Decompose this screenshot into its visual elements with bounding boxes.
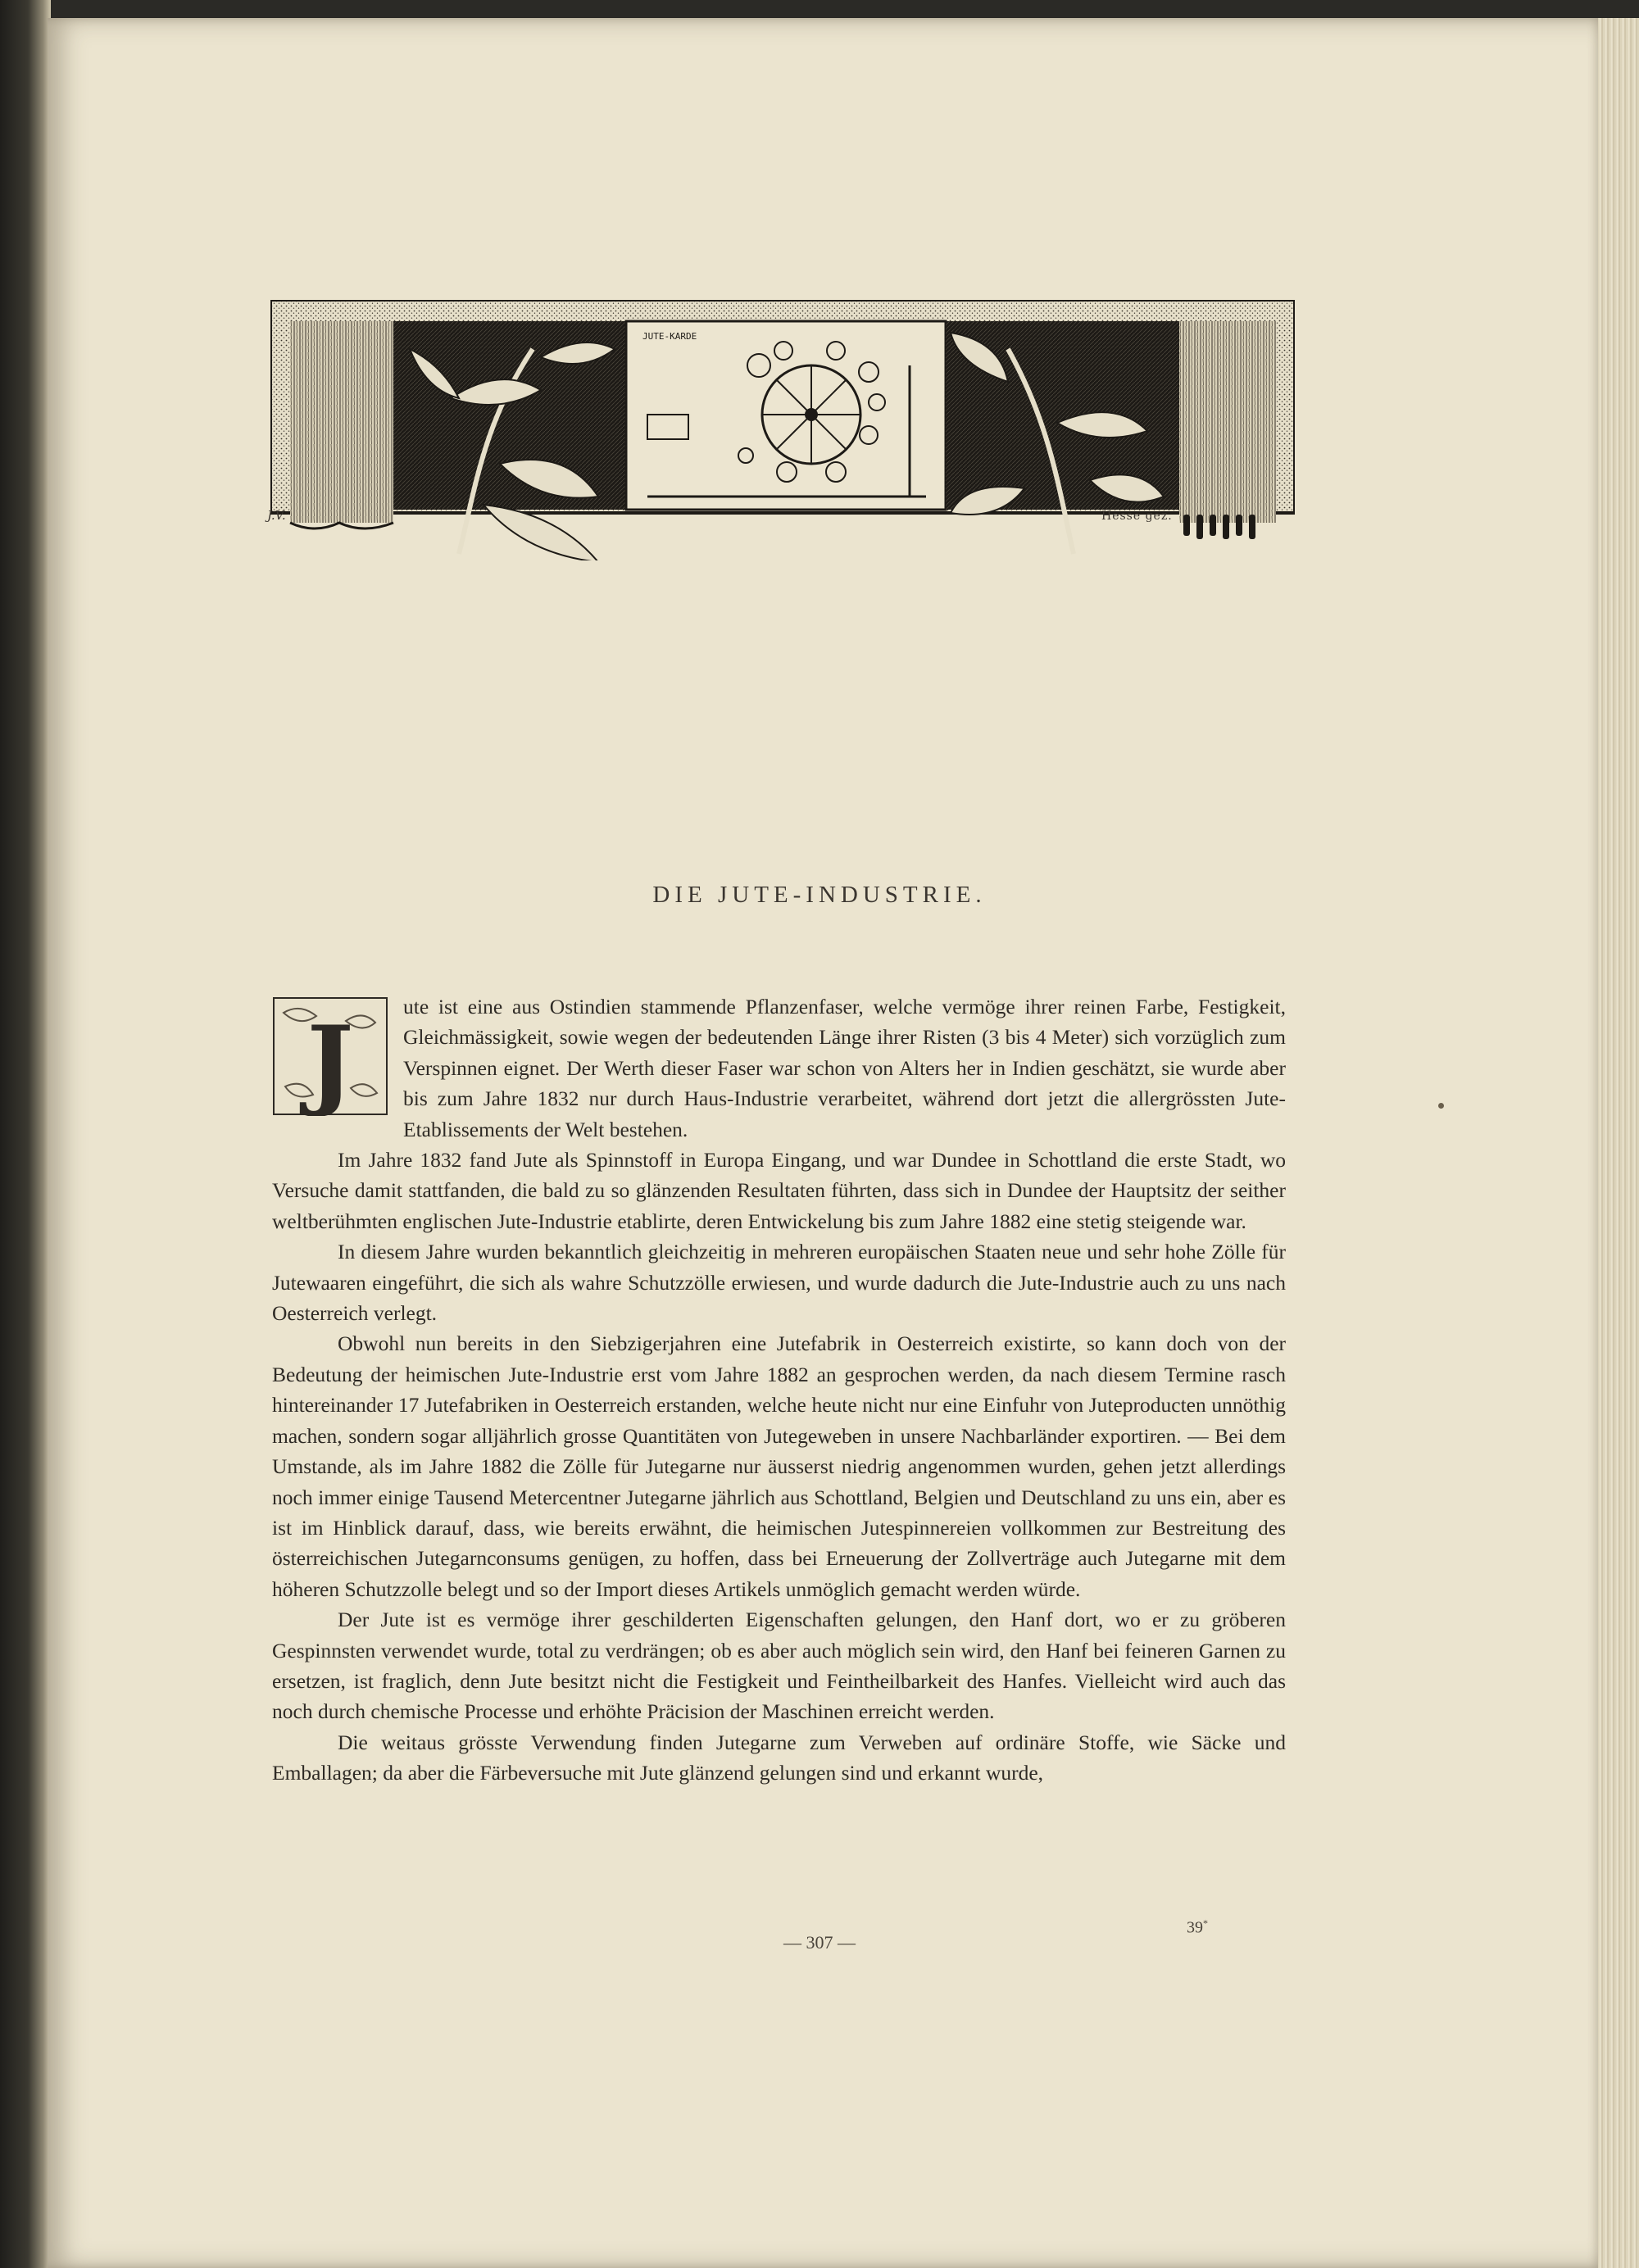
page-edges	[1598, 18, 1639, 2268]
paragraph-6: Die weitaus grösste Verwendung finden Jutegarne zum Verweben auf ordinäre Stoffe, wie Säcke und Emballagen; da aber die Färbeversuche mit Jute glänzend gelungen sind und erkannt wurde,	[272, 1730, 1286, 1785]
illustrator-signature-left: J.V.	[267, 508, 286, 523]
signature-star: *	[1203, 1917, 1208, 1929]
paragraph-4: Obwohl nun bereits in den Siebzigerjahren eine Jutefabrik in Oesterreich existirte, so kann doch von der Bedeutung der heimischen Jute-Industrie erst vom Jahre 1882 an gesprochen werden, da nach diesem Termine rasch hintereinander 17 Jutefabriken in Oesterreich erstanden, welche heute nicht nur eine Einfuhr von Juteproducten unnöthig machen, sondern sogar alljährlich grosse Quantitäten von Jutegeweben in unsere Nachbarländer exportiren. — Bei dem Umstande, als im Jahre 1882 die Zölle für Jutegarne nur äusserst niedrig angenommen wurden, gehen jetzt allerdings noch immer einige Tausend Metercentner Jutegarne jährlich aus Schottland, Belgien und Deutschland zu uns ein, aber es ist im Hinblick darauf, dass, wie bereits erwähnt, die heimischen Jutespinnereien vollkommen zur Bestreitung des österreichischen Jutegarnconsums genügen, zu hoffen, dass bei Erneuerung der Zollverträge auch Jutegarne mit dem höheren Schutzzolle belegt und so der Import dieses Artikels unmöglich gemacht werden würde.	[272, 1331, 1286, 1601]
banner-caption: JUTE-KARDE	[642, 331, 697, 342]
book-spine	[0, 0, 51, 2268]
signature-number: 39	[1187, 1918, 1203, 1937]
paragraph-3: In diesem Jahre wurden bekanntlich gleichzeitig in mehreren europäischen Staaten neue und sehr hohe Zölle für Jutewaaren eingeführt, die sich als wahre Schutzzölle erwiesen, und wurde dadurch die Jute-Industrie auch zu uns nach Oesterreich verlegt.	[272, 1240, 1286, 1326]
signature-mark	[1187, 1917, 1208, 1938]
paragraph-5: Der Jute ist es vermöge ihrer geschilderten Eigenschaften gelungen, den Hanf dort, wo er zu gröberen Gespinnsten verwendet wurde, total zu verdrängen; ob es aber auch möglich sein wird, den Hanf bei feineren Garnen zu ersetzen, ist fraglich, denn Jute besitzt nicht die Festigkeit und Feintheilbarkeit des Hanfes. Vielleicht wird auch das noch durch chemische Processe und erhöhte Präcision der Maschinen erreicht werden.	[272, 1608, 1286, 1724]
illustrator-signature-right: Hesse gez.	[1101, 510, 1173, 523]
dropcap-initial	[272, 996, 388, 1116]
paragraph-1	[272, 991, 1286, 1145]
chapter-title: DIE JUTE-INDUSTRIE.	[652, 882, 987, 908]
paper-speck	[1438, 1103, 1444, 1109]
paragraph-2: Im Jahre 1832 fand Jute als Spinnstoff in Europa Eingang, und war Dundee in Schottland die erste Stadt, wo Versuche damit stattfanden, die bald zu so glänzenden Resultaten führten, dass sich in Dundee der Hauptsitz der seither weltberühmten englischen Jute-Industrie etablirte, deren Entwickelung bis zum Jahre 1882 eine stetig steigende war.	[272, 1148, 1286, 1233]
paragraph-1-text: ute ist eine aus Ostindien stammende Pflanzenfaser, welche vermöge ihrer reinen Farbe, Festigkeit, Gleichmässigkeit, sowie wegen der bedeutenden Länge ihrer Risten (3 bis 4 Meter) sich vorzüglich zum Verspinnen eignet. Der Werth dieser Faser war schon von Alters her in Indien geschätzt, sie wurde aber bis zum Jahre 1832 nur durch Haus-Industrie verarbeitet, während dort jetzt die allergrössten Jute-Etablissements der Welt bestehen.	[403, 995, 1286, 1141]
dropcap-letter: J	[306, 1005, 354, 1116]
body-text	[272, 991, 1286, 1789]
page-number: — 307 —	[783, 1932, 856, 1953]
